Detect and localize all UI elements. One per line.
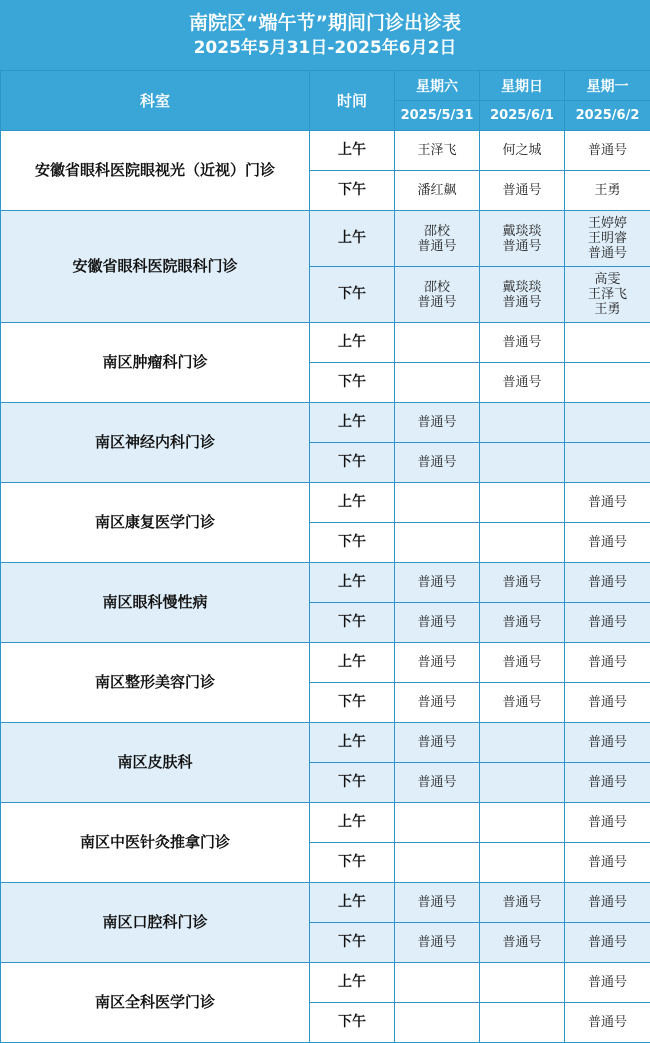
- doctor-entry: 王勇: [594, 302, 621, 317]
- doctor-entry: 普通号: [587, 535, 627, 550]
- table-row: [1, 131, 650, 171]
- period-label: 下午: [310, 843, 395, 883]
- schedule-table: [0, 70, 650, 1043]
- title-banner: [0, 0, 650, 70]
- header-day-sat: 星期六: [395, 71, 480, 101]
- schedule-cell: [395, 171, 480, 211]
- schedule-cell: [395, 723, 480, 763]
- period-label: 上午: [310, 643, 395, 683]
- table-row: [1, 563, 650, 603]
- schedule-cell: [480, 843, 565, 883]
- doctor-entry: 普通号: [587, 935, 627, 950]
- doctor-entry: 普通号: [417, 895, 457, 910]
- schedule-cell: [565, 843, 650, 883]
- doctor-entry: 潘红飙: [417, 183, 457, 198]
- period-label: 下午: [310, 171, 395, 211]
- doctor-entry: 普通号: [502, 375, 542, 390]
- doctor-entry: 普通号: [502, 695, 542, 710]
- dept-name: 南区眼科慢性病: [1, 563, 310, 643]
- table-row: [1, 483, 650, 523]
- period-label: 下午: [310, 443, 395, 483]
- period-label: 下午: [310, 603, 395, 643]
- schedule-cell: [395, 603, 480, 643]
- schedule-cell: [480, 131, 565, 171]
- header-day-sun: 星期日: [480, 71, 565, 101]
- schedule-cell: [565, 363, 650, 403]
- doctor-entry: 普通号: [502, 895, 542, 910]
- schedule-cell: [395, 803, 480, 843]
- date-range-subtitle: 2025年5月31日-2025年6月2日: [193, 38, 457, 58]
- doctor-entry: 普通号: [502, 575, 542, 590]
- schedule-cell: [395, 211, 480, 267]
- table-row: [1, 643, 650, 683]
- doctor-entry: 普通号: [417, 775, 457, 790]
- schedule-cell: [480, 403, 565, 443]
- schedule-cell: [565, 1003, 650, 1043]
- doctor-entry: 普通号: [502, 615, 542, 630]
- doctor-entry: 王泽飞: [417, 143, 457, 158]
- schedule-cell: [565, 803, 650, 843]
- period-label: 上午: [310, 723, 395, 763]
- schedule-cell: [395, 443, 480, 483]
- schedule-cell: [395, 523, 480, 563]
- doctor-entry: 普通号: [587, 495, 627, 510]
- schedule-cell: [480, 683, 565, 723]
- schedule-cell: [565, 963, 650, 1003]
- schedule-cell: [395, 1003, 480, 1043]
- schedule-cell: [565, 443, 650, 483]
- schedule-cell: [480, 883, 565, 923]
- period-label: 上午: [310, 211, 395, 267]
- schedule-cell: [480, 267, 565, 323]
- doctor-entry: 普通号: [417, 455, 457, 470]
- period-label: 上午: [310, 963, 395, 1003]
- table-header: [1, 71, 650, 131]
- schedule-cell: [395, 403, 480, 443]
- doctor-entry: 普通号: [587, 815, 627, 830]
- schedule-cell: [565, 171, 650, 211]
- schedule-cell: [395, 131, 480, 171]
- period-label: 下午: [310, 923, 395, 963]
- dept-name: 安徽省眼科医院眼视光（近视）门诊: [1, 131, 310, 211]
- schedule-cell: [565, 563, 650, 603]
- schedule-cell: [480, 211, 565, 267]
- period-label: 上午: [310, 883, 395, 923]
- doctor-entry: 戴琰琰: [502, 223, 542, 239]
- schedule-cell: [395, 643, 480, 683]
- dept-name: 南区全科医学门诊: [1, 963, 310, 1043]
- doctor-entry: 普通号: [417, 735, 457, 750]
- dept-name: 南区皮肤科: [1, 723, 310, 803]
- doctor-entry: 普通号: [587, 1015, 627, 1030]
- doctor-entry: 普通号: [417, 238, 457, 254]
- schedule-cell: [395, 483, 480, 523]
- schedule-cell: [565, 723, 650, 763]
- doctor-entry: 普通号: [502, 335, 542, 350]
- dept-name: 南区口腔科门诊: [1, 883, 310, 963]
- schedule-cell: [395, 267, 480, 323]
- period-label: 上午: [310, 803, 395, 843]
- period-label: 下午: [310, 523, 395, 563]
- schedule-cell: [395, 923, 480, 963]
- period-label: 上午: [310, 323, 395, 363]
- table-row: [1, 403, 650, 443]
- schedule-cell: [395, 883, 480, 923]
- schedule-cell: [480, 963, 565, 1003]
- schedule-cell: [565, 523, 650, 563]
- header-time: 时间: [310, 71, 395, 131]
- doctor-entry: 普通号: [417, 615, 457, 630]
- schedule-cell: [565, 267, 650, 323]
- schedule-cell: [480, 323, 565, 363]
- schedule-cell: [480, 1003, 565, 1043]
- schedule-cell: [480, 603, 565, 643]
- doctor-entry: 邵校: [423, 223, 450, 239]
- doctor-entry: 普通号: [587, 575, 627, 590]
- table-row: [1, 211, 650, 267]
- dept-name: 南区中医针灸推拿门诊: [1, 803, 310, 883]
- dept-name: 南区神经内科门诊: [1, 403, 310, 483]
- doctor-entry: 普通号: [587, 246, 627, 261]
- doctor-entry: 普通号: [417, 575, 457, 590]
- doctor-entry: 普通号: [502, 655, 542, 670]
- doctor-entry: 何之城: [502, 143, 542, 158]
- dept-name: 南区肿瘤科门诊: [1, 323, 310, 403]
- schedule-cell: [480, 803, 565, 843]
- table-row: [1, 803, 650, 843]
- schedule-cell: [480, 723, 565, 763]
- header-date-sat: 2025/5/31: [395, 101, 480, 131]
- schedule-cell: [565, 883, 650, 923]
- doctor-entry: 戴琰琰: [502, 279, 542, 295]
- schedule-cell: [395, 843, 480, 883]
- doctor-entry: 普通号: [587, 695, 627, 710]
- doctor-entry: 普通号: [502, 294, 542, 310]
- table-row: [1, 323, 650, 363]
- schedule-cell: [565, 211, 650, 267]
- doctor-entry: 普通号: [417, 294, 457, 310]
- doctor-entry: 普通号: [587, 975, 627, 990]
- doctor-entry: 普通号: [502, 183, 542, 198]
- doctor-entry: 普通号: [417, 695, 457, 710]
- doctor-entry: 王勇: [594, 183, 621, 198]
- schedule-cell: [565, 483, 650, 523]
- page-title: 南院区“端午节”期间门诊出诊表: [189, 12, 461, 34]
- schedule-cell: [395, 363, 480, 403]
- schedule-cell: [480, 643, 565, 683]
- doctor-entry: 普通号: [587, 735, 627, 750]
- dept-name: 南区整形美容门诊: [1, 643, 310, 723]
- doctor-entry: 普通号: [587, 143, 627, 158]
- period-label: 上午: [310, 563, 395, 603]
- schedule-cell: [565, 403, 650, 443]
- doctor-entry: 普通号: [417, 655, 457, 670]
- schedule-cell: [480, 523, 565, 563]
- schedule-cell: [480, 363, 565, 403]
- schedule-cell: [480, 483, 565, 523]
- doctor-entry: 普通号: [587, 615, 627, 630]
- header-date-mon: 2025/6/2: [565, 101, 650, 131]
- table-row: [1, 883, 650, 923]
- doctor-entry: 王婷婷: [587, 216, 627, 231]
- schedule-cell: [565, 603, 650, 643]
- schedule-cell: [565, 323, 650, 363]
- doctor-entry: 普通号: [587, 775, 627, 790]
- schedule-cell: [480, 171, 565, 211]
- period-label: 下午: [310, 267, 395, 323]
- schedule-cell: [480, 563, 565, 603]
- schedule-cell: [395, 963, 480, 1003]
- period-label: 下午: [310, 363, 395, 403]
- dept-name: 南区康复医学门诊: [1, 483, 310, 563]
- period-label: 下午: [310, 683, 395, 723]
- schedule-cell: [395, 323, 480, 363]
- table-row: [1, 723, 650, 763]
- schedule-cell: [480, 763, 565, 803]
- period-label: 下午: [310, 763, 395, 803]
- schedule-cell: [480, 443, 565, 483]
- dept-name: 安徽省眼科医院眼科门诊: [1, 211, 310, 323]
- doctor-entry: 普通号: [502, 935, 542, 950]
- doctor-entry: 普通号: [587, 855, 627, 870]
- doctor-entry: 普通号: [417, 935, 457, 950]
- doctor-entry: 普通号: [417, 415, 457, 430]
- doctor-entry: 普通号: [502, 238, 542, 254]
- schedule-cell: [395, 563, 480, 603]
- header-day-mon: 星期一: [565, 71, 650, 101]
- table-row: [1, 963, 650, 1003]
- period-label: 上午: [310, 131, 395, 171]
- doctor-entry: 王明睿: [587, 231, 627, 246]
- schedule-cell: [565, 923, 650, 963]
- period-label: 上午: [310, 483, 395, 523]
- doctor-entry: 普通号: [587, 895, 627, 910]
- schedule-cell: [395, 683, 480, 723]
- schedule-cell: [565, 763, 650, 803]
- schedule-cell: [480, 923, 565, 963]
- doctor-entry: 高雯: [594, 272, 621, 287]
- table-body: [1, 131, 650, 1043]
- header-dept: 科室: [1, 71, 310, 131]
- period-label: 下午: [310, 1003, 395, 1043]
- schedule-cell: [395, 763, 480, 803]
- schedule-cell: [565, 131, 650, 171]
- header-date-sun: 2025/6/1: [480, 101, 565, 131]
- doctor-entry: 邵校: [423, 279, 450, 295]
- period-label: 上午: [310, 403, 395, 443]
- doctor-entry: 王泽飞: [587, 287, 627, 302]
- schedule-cell: [565, 643, 650, 683]
- schedule-cell: [565, 683, 650, 723]
- doctor-entry: 普通号: [587, 655, 627, 670]
